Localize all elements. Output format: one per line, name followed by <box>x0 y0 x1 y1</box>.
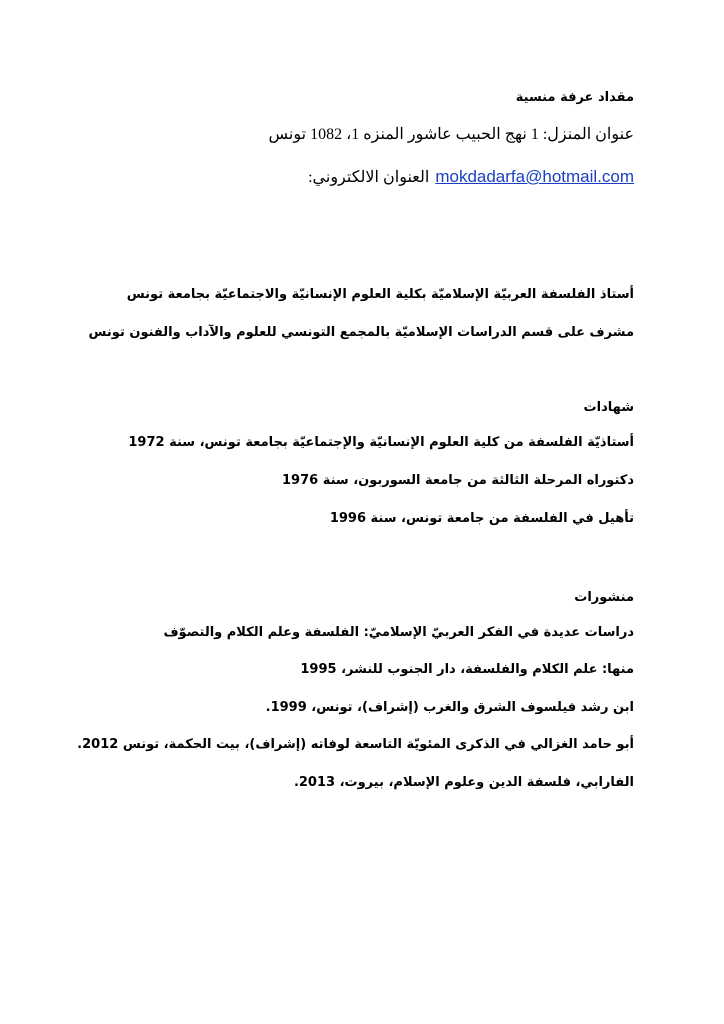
position-line-1: أستاذ الفلسفة العربيّة الإسلاميّة بكلية العلوم الإنسانيّة والاجتماعيّة بجامعة تونس <box>126 287 634 302</box>
publications-heading: منشورات <box>574 590 634 605</box>
publication-item-3: ابن رشد فيلسوف الشرق والغرب (إشراف)، تونس، 1999. <box>265 700 634 715</box>
position-line-2: مشرف على قسم الدراسات الإسلاميّة بالمجمع التونسي للعلوم والآداب والفنون تونس <box>88 325 634 340</box>
email-label: العنوان الالكتروني: <box>308 169 430 186</box>
degrees-heading: شهادات <box>583 400 634 415</box>
home-address: عنوان المنزل: 1 نهج الحبيب عاشور المنزه 1، 1082 تونس <box>268 126 634 143</box>
publication-item-1: دراسات عديدة في الفكر العربيّ الإسلاميّ: الفلسفة وعلم الكلام والتصوّف <box>163 625 634 640</box>
degree-item-3: تأهيل في الفلسفة من جامعة تونس، سنة 1996 <box>329 511 634 526</box>
email-link[interactable]: mokdadarfa@hotmail.com <box>435 167 634 186</box>
publication-item-5: الفارابي، فلسفة الدين وعلوم الإسلام، بيروت، 2013. <box>293 775 634 790</box>
publication-item-2: منها: علم الكلام والفلسفة، دار الجنوب للنشر، 1995 <box>300 662 634 677</box>
author-name: مقداد عرفة منسية <box>515 90 634 105</box>
email-row <box>308 167 634 187</box>
degree-item-2: دكتوراه المرحلة الثالثة من جامعة السوربون، سنة 1976 <box>282 473 634 488</box>
degree-item-1: أستاذيّة الفلسفة من كلية العلوم الإنسانيّة والإجتماعيّة بجامعة تونس، سنة 1972 <box>128 435 634 450</box>
publication-item-4: أبو حامد الغزالي في الذكرى المئويّة التاسعة لوفاته (إشراف)، بيت الحكمة، تونس 2012. <box>77 737 634 752</box>
